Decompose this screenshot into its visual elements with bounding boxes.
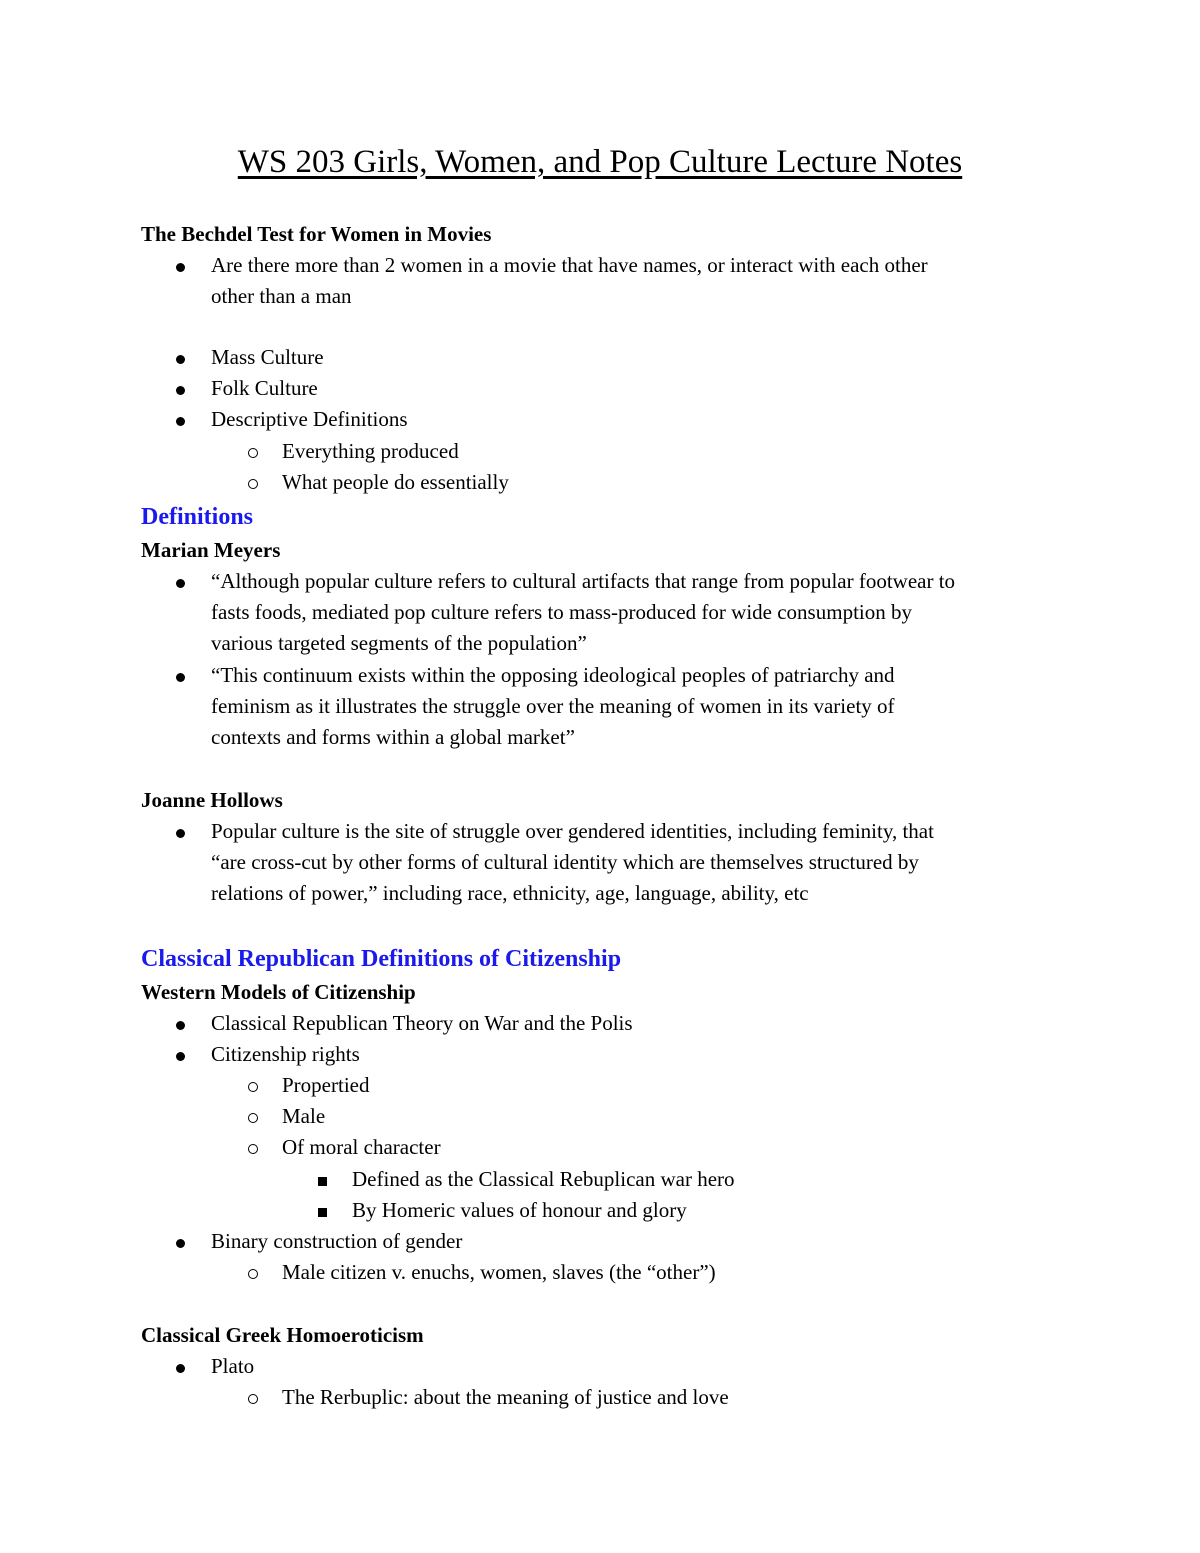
list-item-text-continued: “are cross-cut by other forms of cultural identity which are themselves structured by <box>211 850 919 874</box>
subheading-greek-homoeroticism: Classical Greek Homoeroticism <box>141 1323 424 1347</box>
list-item-text: Folk Culture <box>211 376 318 400</box>
bullet-icon <box>176 1008 185 1039</box>
sub-list-item-text: Male <box>282 1104 326 1128</box>
list-item-text-continued: contexts and forms within a global market” <box>211 725 575 749</box>
list-item-text: Are there more than 2 women in a movie that have names, or interact with each other <box>211 253 928 277</box>
circle-bullet-icon <box>248 1101 258 1132</box>
list-item-text: Mass Culture <box>211 345 324 369</box>
circle-bullet-icon <box>248 1257 258 1288</box>
subheading-western-models: Western Models of Citizenship <box>141 980 416 1004</box>
list-item-text: Binary construction of gender <box>211 1229 463 1253</box>
circle-bullet-icon <box>248 1382 258 1413</box>
circle-bullet-icon <box>248 1132 258 1163</box>
bullet-icon <box>176 250 185 281</box>
sub-sub-list-item-text: Defined as the Classical Rebuplican war hero <box>352 1167 735 1191</box>
list-item-text: Popular culture is the site of struggle over gendered identities, including feminity, that <box>211 819 934 843</box>
list-item-text: Descriptive Definitions <box>211 407 408 431</box>
bullet-icon <box>176 1039 185 1070</box>
bullet-icon <box>176 816 185 847</box>
sub-list-item-text: What people do essentially <box>282 470 509 494</box>
list-item-text-continued: relations of power,” including race, ethnicity, age, language, ability, etc <box>211 881 809 905</box>
circle-bullet-icon <box>248 467 258 498</box>
bullet-icon <box>176 1351 185 1382</box>
sub-list-item-text: Everything produced <box>282 439 459 463</box>
bullet-icon <box>176 566 185 597</box>
section-heading-classical-republican: Classical Republican Definitions of Citizenship <box>141 946 622 972</box>
list-item-text-continued: fasts foods, mediated pop culture refers to mass-produced for wide consumption by <box>211 600 912 624</box>
sub-list-item-text: The Rerbuplic: about the meaning of justice and love <box>282 1385 729 1409</box>
list-item-text-continued: various targeted segments of the population” <box>211 631 587 655</box>
list-item-text-continued: other than a man <box>211 284 352 308</box>
list-item-text: Classical Republican Theory on War and the Polis <box>211 1011 633 1035</box>
sub-list-item-text: Propertied <box>282 1073 370 1097</box>
square-bullet-icon <box>318 1195 327 1226</box>
list-item-text: “Although popular culture refers to cultural artifacts that range from popular footwear to <box>211 569 956 593</box>
bullet-icon <box>176 660 185 691</box>
square-bullet-icon <box>318 1164 327 1195</box>
section-heading-bechdel: The Bechdel Test for Women in Movies <box>141 222 492 246</box>
sub-list-item-text: Male citizen v. enuchs, women, slaves (the “other”) <box>282 1260 716 1284</box>
bullet-icon <box>176 1226 185 1257</box>
list-item-text-continued: feminism as it illustrates the struggle over the meaning of women in its variety of <box>211 694 895 718</box>
circle-bullet-icon <box>248 1070 258 1101</box>
list-item-text: “This continuum exists within the opposing ideological peoples of patriarchy and <box>211 663 895 687</box>
bullet-icon <box>176 342 185 373</box>
circle-bullet-icon <box>248 436 258 467</box>
sub-sub-list-item-text: By Homeric values of honour and glory <box>352 1198 687 1222</box>
document-title: WS 203 Girls, Women, and Pop Culture Lecture Notes <box>237 144 963 180</box>
sub-list-item-text: Of moral character <box>282 1135 441 1159</box>
list-item-text: Plato <box>211 1354 255 1378</box>
subheading-marian-meyers: Marian Meyers <box>141 538 281 562</box>
section-heading-definitions: Definitions <box>141 504 254 530</box>
bullet-icon <box>176 404 185 435</box>
subheading-joanne-hollows: Joanne Hollows <box>141 788 283 812</box>
list-item-text: Citizenship rights <box>211 1042 360 1066</box>
bullet-icon <box>176 373 185 404</box>
